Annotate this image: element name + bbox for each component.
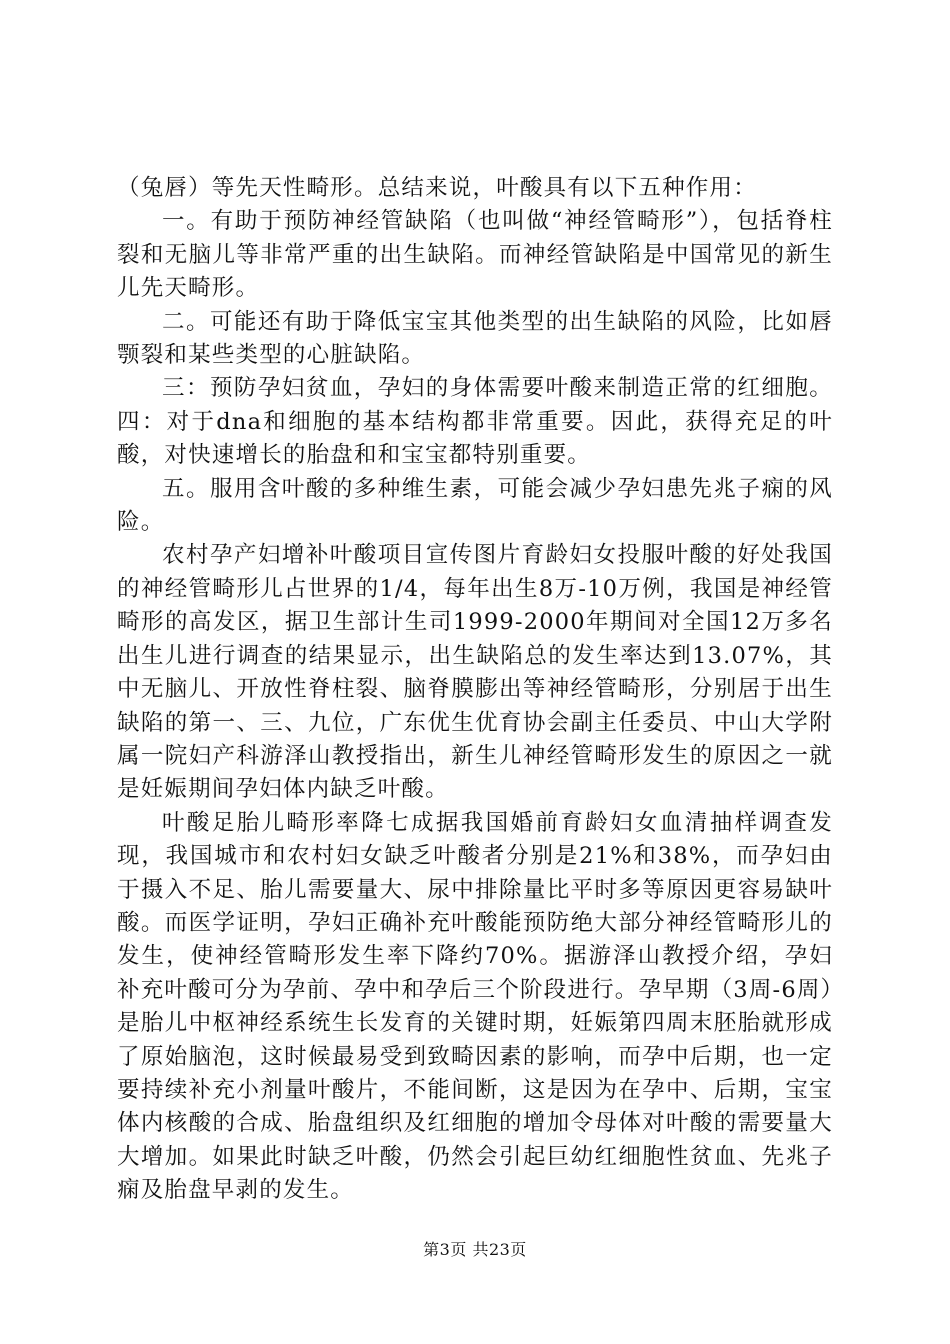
paragraph-5: 五。服用含叶酸的多种维生素，可能会减少孕妇患先兆子痫的风险。 [117,475,833,536]
paragraph-1: （兔唇）等先天性畸形。总结来说，叶酸具有以下五种作用： [117,175,757,201]
paragraph-2: 一。有助于预防神经管缺陷（也叫做“神经管畸形”），包括脊柱裂和无脑儿等非常严重的出生缺陷。而神经管缺陷是中国常见的新生儿先天畸形。 [117,208,833,302]
paragraph-4: 三：预防孕妇贫血，孕妇的身体需要叶酸来制造正常的红细胞。四：对于dna和细胞的基本结构都非常重要。因此，获得充足的叶酸，对快速增长的胎盘和和宝宝都特别重要。 [117,375,833,469]
paragraph-6: 农村孕产妇增补叶酸项目宣传图片育龄妇女投服叶酸的好处我国的神经管畸形儿占世界的1/4，每年出生8万-10万例，我国是神经管畸形的高发区，据卫生部计生司1999-2000年期间对全国12万多名出生儿进行调查的结果显示，出生缺陷总的发生率达到13.07%，其中无脑儿、开放性脊柱裂、脑脊膜膨出等神经管畸形，分别居于出生缺陷的第一、三、九位，广东优生优育协会副主任委员、中山大学附属一院妇产科游泽山教授指出，新生儿神经管畸形发生的原因之一就是妊娠期间孕妇体内缺乏叶酸。 [117,542,833,803]
paragraph-3: 二。可能还有助于降低宝宝其他类型的出生缺陷的风险，比如唇颚裂和某些类型的心脏缺陷。 [117,308,833,369]
page-number-footer: 第3页 共23页 [423,1240,527,1259]
document-body [117,172,833,1208]
paragraph-7: 叶酸足胎儿畸形率降七成据我国婚前育龄妇女血清抽样调查发现，我国城市和农村妇女缺乏叶酸者分别是21%和38%，而孕妇由于摄入不足、胎儿需要量大、尿中排除量比平时多等原因更容易缺叶酸。而医学证明，孕妇正确补充叶酸能预防绝大部分神经管畸形儿的发生，使神经管畸形发生率下降约70%。据游泽山教授介绍，孕妇补充叶酸可分为孕前、孕中和孕后三个阶段进行。孕早期（3周-6周）是胎儿中枢神经系统生长发育的关键时期，妊娠第四周末胚胎就形成了原始脑泡，这时候最易受到致畸因素的影响，而孕中后期，也一定要持续补充小剂量叶酸片，不能间断，这是因为在孕中、后期，宝宝体内核酸的合成、胎盘组织及红细胞的增加令母体对叶酸的需要量大大增加。如果此时缺乏叶酸，仍然会引起巨幼红细胞性贫血、先兆子痫及胎盘早剥的发生。 [117,809,833,1204]
